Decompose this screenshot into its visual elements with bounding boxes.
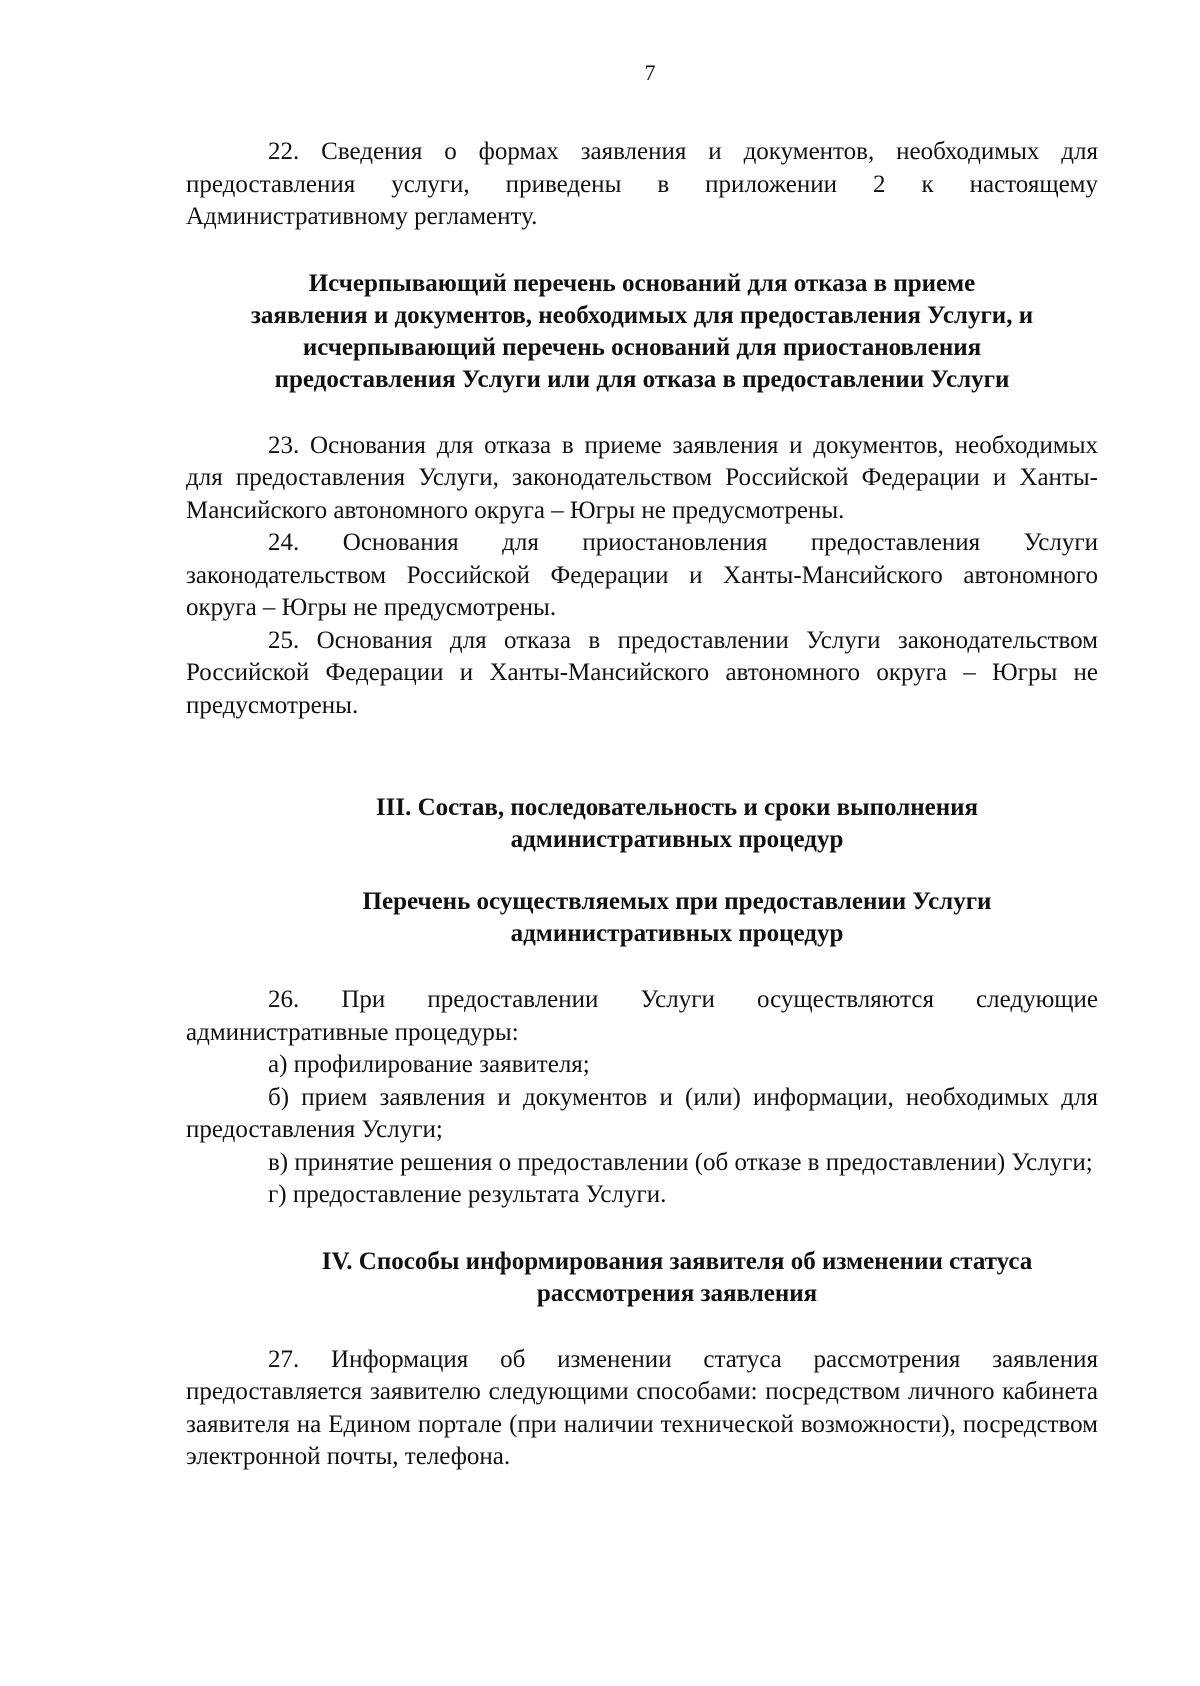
page-number: 7 bbox=[644, 60, 656, 85]
heading-line: Перечень осуществляемых при предоставлении Услуги bbox=[362, 888, 992, 915]
list-item-v: в) принятие решения о предоставлении (об отказе в предоставлении) Услуги; bbox=[268, 1148, 1093, 1176]
paragraph-25: 25. Основания для отказа в предоставлении Услуги законодательством Российской Федерации и Ханты-Мансийского автономного округа – Югры не предусмотрены. bbox=[186, 626, 1098, 719]
paragraph-22: 22. Сведения о формах заявления и документов, необходимых для предоставления услуги, приведены в приложении 2 к настоящему Административному регламенту. bbox=[186, 138, 1098, 230]
page-content bbox=[186, 136, 1098, 1474]
heading-grounds-for-refusal bbox=[186, 268, 1098, 396]
heading-line: административных процедур bbox=[510, 920, 844, 947]
heading-line: рассмотрения заявления bbox=[536, 1279, 818, 1307]
heading-line: заявления и документов, необходимых для предоставления Услуги, и bbox=[250, 301, 1034, 329]
heading-line: исчерпывающий перечень оснований для приостановления bbox=[302, 333, 982, 361]
procedures-list-heading bbox=[186, 886, 1098, 950]
paragraph-23: 23. Основания для отказа в приеме заявления и документов, необходимых для предоставления Услуги, законодательством Российской Федерации и Ханты-Мансийского автономного округа – Югры не предусмотрены. bbox=[186, 431, 1098, 524]
heading-line: предоставления Услуги или для отказа в предоставлении Услуги bbox=[274, 365, 1010, 393]
paragraph-27: 27. Информация об изменении статуса рассмотрения заявления предоставляется заявителю следующими способами: посредством личного кабинета заявителя на Едином портале (при наличии технической возможности), посредством электронной почты, телефона. bbox=[186, 1345, 1098, 1470]
list-item-g: г) предоставление результата Услуги. bbox=[268, 1181, 667, 1208]
heading-line: III. Состав, последовательность и сроки выполнения bbox=[375, 794, 979, 821]
heading-line: административных процедур bbox=[510, 826, 844, 853]
section-iii-heading bbox=[186, 792, 1098, 856]
paragraph-26: 26. При предоставлении Услуги осуществляются следующие административные процедуры: bbox=[186, 986, 1098, 1046]
list-item-b: б) прием заявления и документов и (или) информации, необходимых для предоставления Услуги; bbox=[186, 1083, 1098, 1143]
heading-line: Исчерпывающий перечень оснований для отказа в приеме bbox=[308, 269, 976, 297]
paragraph-24: 24. Основания для приостановления предоставления Услуги законодательством Российской Федерации и Ханты-Мансийского автономного округа – Югры не предусмотрены. bbox=[186, 529, 1098, 621]
section-iv-heading bbox=[186, 1246, 1098, 1310]
list-item-a: а) профилирование заявителя; bbox=[268, 1051, 590, 1078]
heading-line: IV. Способы информирования заявителя об изменении статуса bbox=[321, 1247, 1033, 1275]
